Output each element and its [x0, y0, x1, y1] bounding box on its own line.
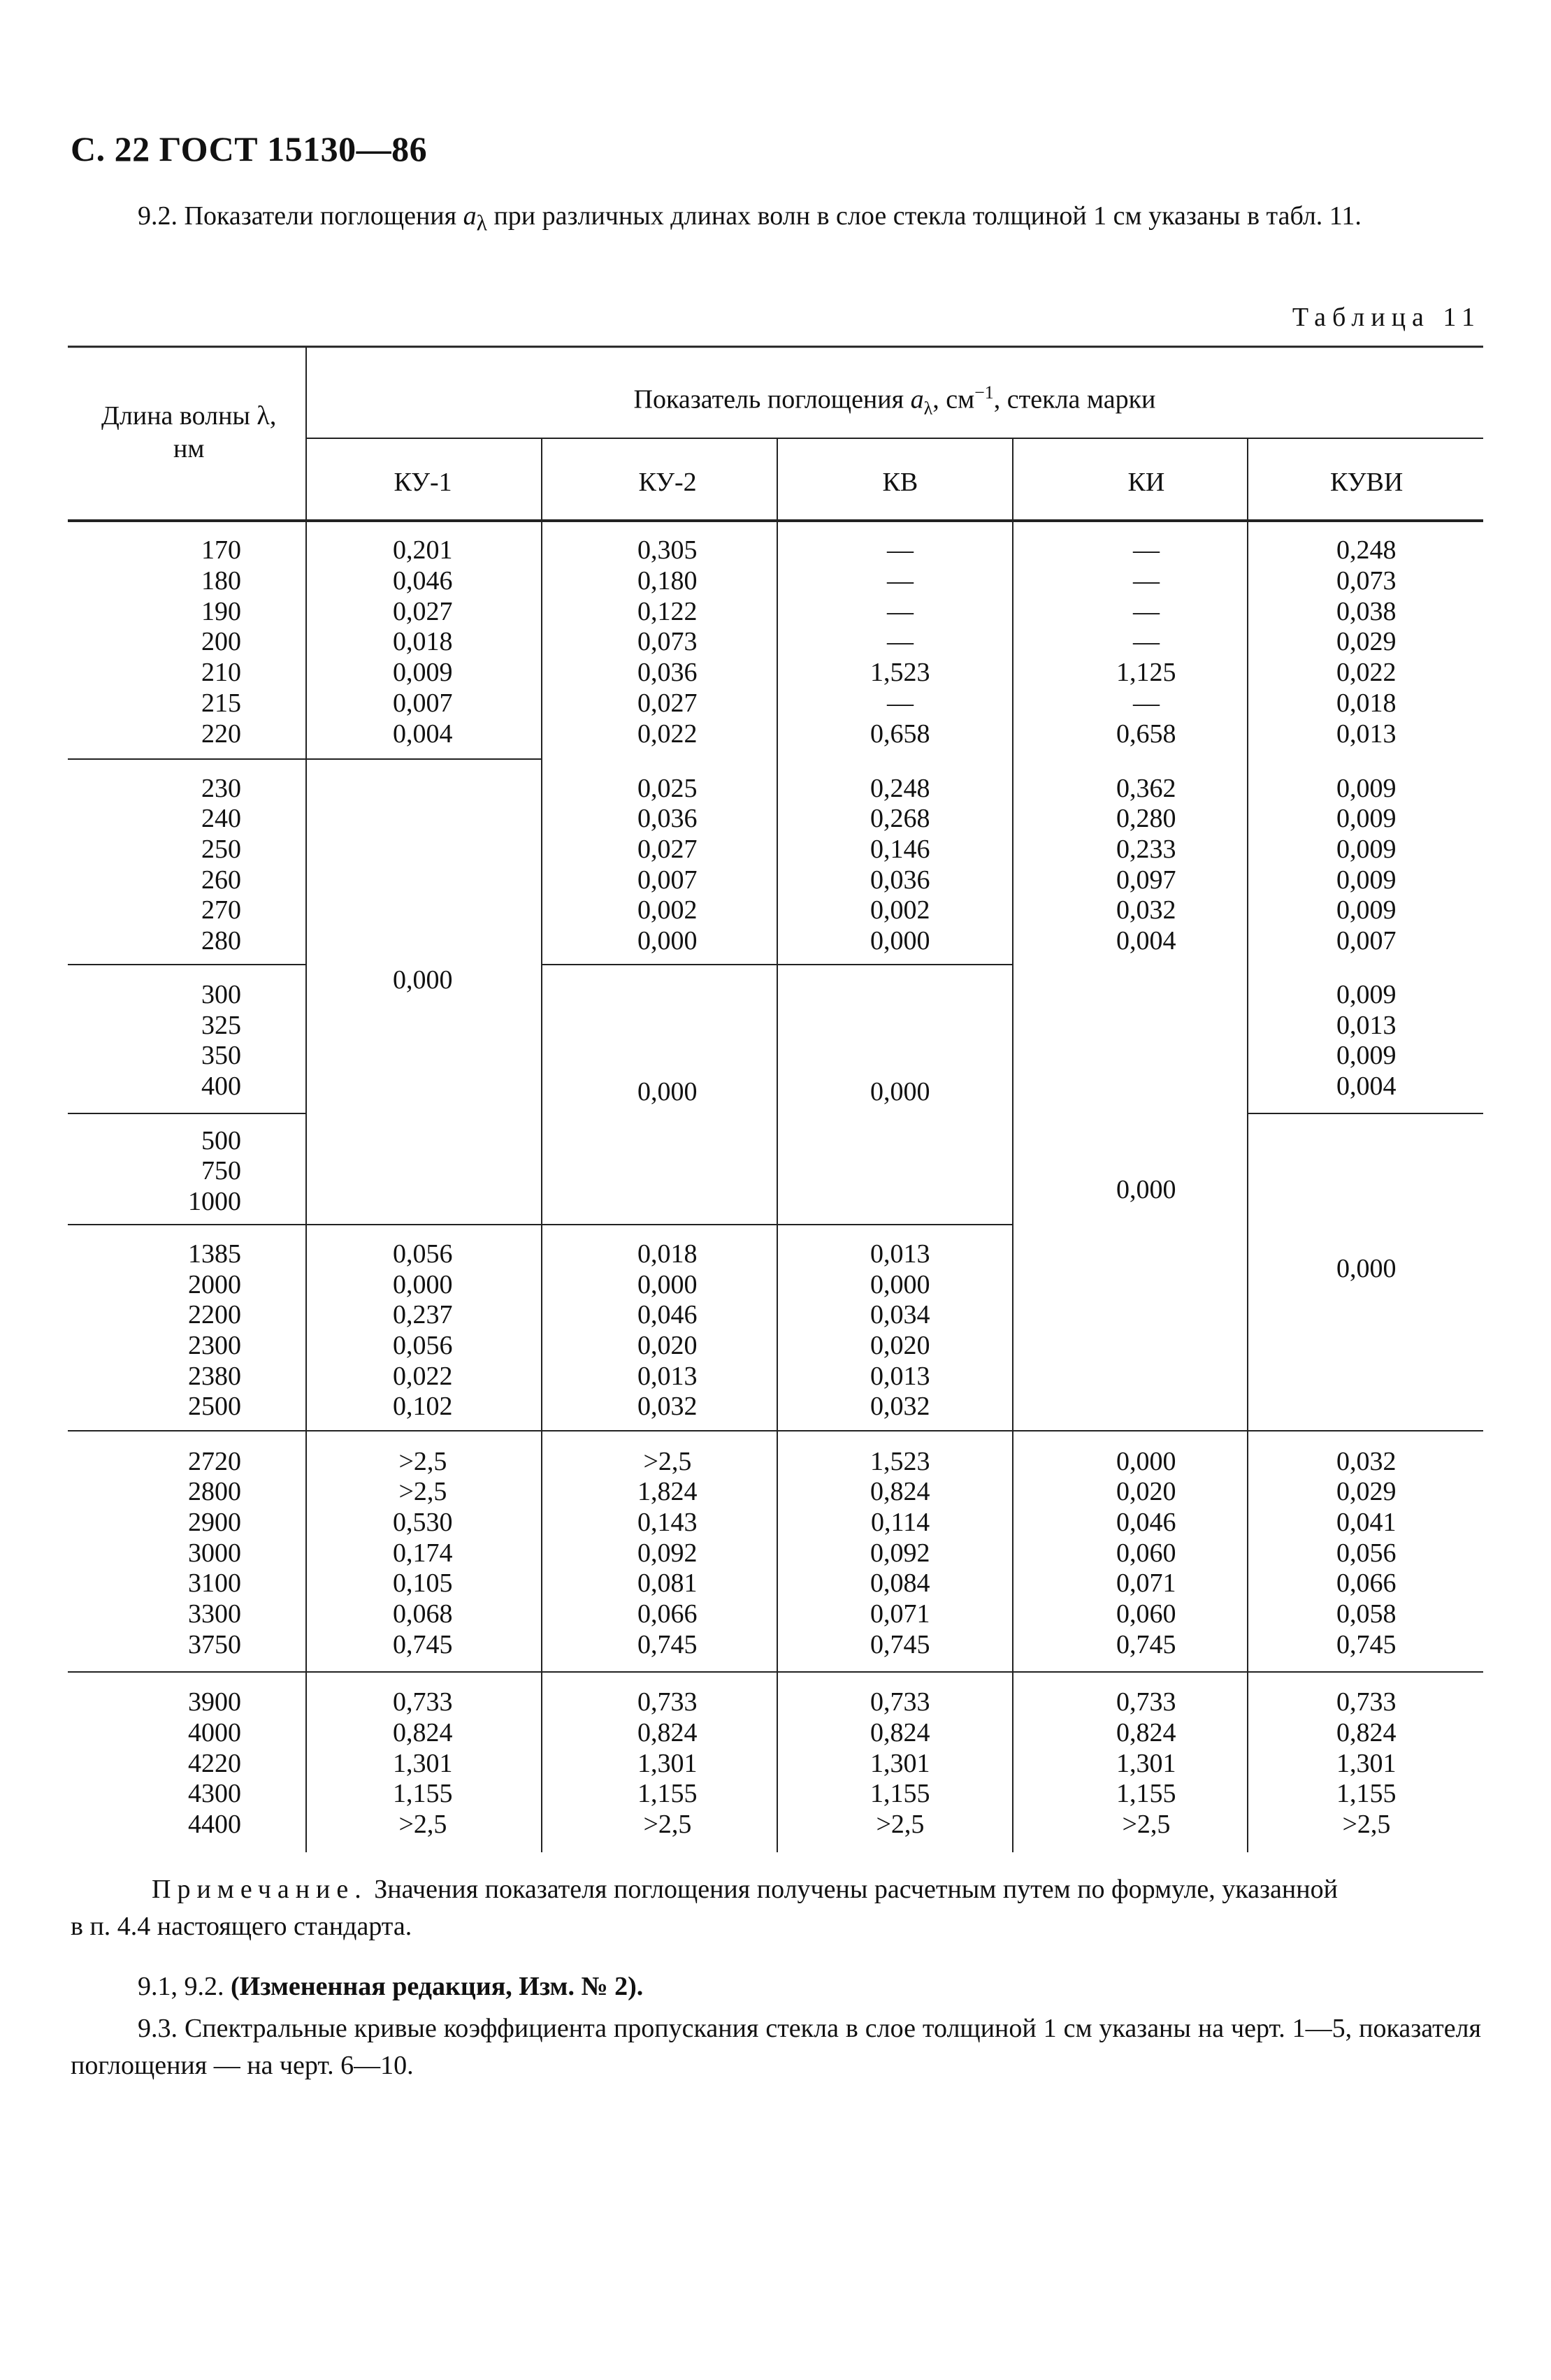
- wavelength-cell: 325: [201, 1011, 241, 1040]
- wavelength-cell: 200: [201, 627, 241, 656]
- kuvi-cell: 0,022: [1336, 658, 1397, 687]
- kuvi-cell: 0,029: [1336, 1477, 1397, 1506]
- amendment-line: [138, 1971, 643, 2002]
- kuvi-cell: 0,038: [1336, 597, 1397, 626]
- ku1-cell: 0,237: [393, 1300, 453, 1329]
- paragraph-9-3: [71, 2010, 1481, 2084]
- kuvi-cell: 0,013: [1336, 1011, 1397, 1040]
- ku1-cell: 0,102: [393, 1392, 453, 1421]
- ku2-cell: 0,027: [637, 835, 698, 864]
- ku1-cell: 0,174: [393, 1538, 453, 1568]
- ku1-cell: 0,068: [393, 1599, 453, 1629]
- kv-cell: 0,000: [870, 1270, 930, 1299]
- table-note: [152, 1871, 1482, 1908]
- ku2-cell: 0,000: [637, 1270, 698, 1299]
- ku1-cell: 0,046: [393, 566, 453, 596]
- ku2-cell: >2,5: [643, 1447, 692, 1476]
- ki-cell: 1,301: [1116, 1749, 1176, 1778]
- ku2-cell: >2,5: [643, 1810, 692, 1839]
- kv-cell: 0,824: [870, 1718, 930, 1747]
- wavelength-cell: 2500: [188, 1392, 241, 1421]
- ku2-cell: 0,007: [637, 865, 698, 895]
- ku1-cell: 0,018: [393, 627, 453, 656]
- kv-cell: 0,092: [870, 1538, 930, 1568]
- kv-cell: >2,5: [876, 1810, 925, 1839]
- wavelength-cell: 240: [201, 804, 241, 833]
- note-text-continued: в п. 4.4 настоящего стандарта.: [71, 1912, 412, 1941]
- ku1-cell: 0,009: [393, 658, 453, 687]
- kv-cell: 0,745: [870, 1630, 930, 1659]
- kv-cell: 0,032: [870, 1392, 930, 1421]
- wavelength-cell: 215: [201, 688, 241, 718]
- kv-cell: 0,733: [870, 1687, 930, 1717]
- ku1-merged-zero: 0,000: [393, 965, 453, 995]
- wavelength-cell: 230: [201, 774, 241, 803]
- ku2-cell: 0,122: [637, 597, 698, 626]
- kuvi-cell: 0,824: [1336, 1718, 1397, 1747]
- header-wavelength-unit: нм: [173, 434, 205, 463]
- kuvi-merged-zero: 0,000: [1336, 1254, 1397, 1283]
- ku2-cell: 0,002: [637, 895, 698, 925]
- kuvi-cell: 0,073: [1336, 566, 1397, 596]
- absorption-symbol: a: [463, 201, 477, 231]
- kv-cell: 1,301: [870, 1749, 930, 1778]
- ku2-cell: 0,022: [637, 719, 698, 749]
- kuvi-cell: 0,009: [1336, 1041, 1397, 1070]
- paragraph-text: Спектральные кривые коэффициента пропускания стекла в слое толщиной 1 см указаны на черт. 1—5, показателя поглощения — на черт. 6—10.: [71, 2014, 1481, 2080]
- ki-cell: 0,020: [1116, 1477, 1176, 1506]
- ki-cell: 0,824: [1116, 1718, 1176, 1747]
- note-text: Значения показателя поглощения получены расчетным путем по формуле, указанной: [367, 1875, 1338, 1904]
- ki-cell: 0,071: [1116, 1568, 1176, 1598]
- ki-cell: 1,155: [1116, 1779, 1176, 1808]
- column-header-3: КВ: [882, 468, 918, 497]
- kv-cell: 0,084: [870, 1568, 930, 1598]
- ku2-cell: 0,013: [637, 1362, 698, 1391]
- wavelength-cell: 3100: [188, 1568, 241, 1598]
- ku2-cell: 1,824: [637, 1477, 698, 1506]
- kv-cell: —: [887, 566, 914, 596]
- kuvi-cell: 0,009: [1336, 774, 1397, 803]
- wavelength-cell: 2720: [188, 1447, 241, 1476]
- wavelength-cell: 3300: [188, 1599, 241, 1629]
- ku2-cell: 0,032: [637, 1392, 698, 1421]
- ku2-cell: 0,092: [637, 1538, 698, 1568]
- wavelength-cell: 170: [201, 535, 241, 565]
- kuvi-cell: 0,058: [1336, 1599, 1397, 1629]
- kv-cell: 0,013: [870, 1239, 930, 1269]
- kuvi-cell: 0,004: [1336, 1072, 1397, 1101]
- ku1-cell: 0,733: [393, 1687, 453, 1717]
- kuvi-cell: >2,5: [1342, 1810, 1391, 1839]
- ku1-cell: 1,301: [393, 1749, 453, 1778]
- ku2-cell: 0,081: [637, 1568, 698, 1598]
- wavelength-cell: 3000: [188, 1538, 241, 1568]
- ku2-cell: 0,745: [637, 1630, 698, 1659]
- wavelength-cell: 250: [201, 835, 241, 864]
- kv-cell: 0,658: [870, 719, 930, 749]
- kv-cell: 0,034: [870, 1300, 930, 1329]
- amendment-text: (Измененная редакция, Изм. № 2).: [231, 1972, 644, 2001]
- wavelength-cell: 350: [201, 1041, 241, 1070]
- ku1-cell: 0,007: [393, 688, 453, 718]
- kuvi-cell: 1,155: [1336, 1779, 1397, 1808]
- ki-merged-zero: 0,000: [1116, 1175, 1176, 1204]
- wavelength-cell: 220: [201, 719, 241, 749]
- ku2-cell: 0,036: [637, 658, 698, 687]
- kv-merged-zero: 0,000: [870, 1077, 930, 1106]
- wavelength-cell: 2800: [188, 1477, 241, 1506]
- kv-cell: —: [887, 688, 914, 718]
- kv-cell: 1,523: [870, 1447, 930, 1476]
- kuvi-cell: 0,009: [1336, 804, 1397, 833]
- wavelength-cell: 500: [201, 1126, 241, 1155]
- ku1-cell: 0,022: [393, 1362, 453, 1391]
- ku2-cell: 0,027: [637, 688, 698, 718]
- wavelength-cell: 180: [201, 566, 241, 596]
- kv-cell: —: [887, 535, 914, 565]
- wavelength-cell: 2900: [188, 1508, 241, 1537]
- ku2-cell: 0,824: [637, 1718, 698, 1747]
- ki-cell: 0,233: [1116, 835, 1176, 864]
- kuvi-cell: 0,248: [1336, 535, 1397, 565]
- wavelength-cell: 4220: [188, 1749, 241, 1778]
- paragraph-number: 9.3.: [138, 2014, 178, 2043]
- kv-cell: 0,146: [870, 835, 930, 864]
- wavelength-cell: 300: [201, 980, 241, 1009]
- kuvi-cell: 1,301: [1336, 1749, 1397, 1778]
- ku1-cell: 1,155: [393, 1779, 453, 1808]
- kv-cell: —: [887, 597, 914, 626]
- wavelength-cell: 3900: [188, 1687, 241, 1717]
- ki-cell: 0,060: [1116, 1538, 1176, 1568]
- kv-cell: 0,002: [870, 895, 930, 925]
- wavelength-cell: 2000: [188, 1270, 241, 1299]
- wavelength-cell: 2200: [188, 1300, 241, 1329]
- ki-cell: 1,125: [1116, 658, 1176, 687]
- kv-cell: 0,824: [870, 1477, 930, 1506]
- kuvi-cell: 0,745: [1336, 1630, 1397, 1659]
- lambda-subscript: λ: [476, 210, 487, 236]
- wavelength-cell: 210: [201, 658, 241, 687]
- header-wavelength: Длина волны λ,: [101, 401, 277, 431]
- note-label: Примечание.: [152, 1875, 368, 1904]
- kuvi-cell: 0,018: [1336, 688, 1397, 718]
- ku2-cell: 0,020: [637, 1331, 698, 1360]
- kuvi-cell: 0,007: [1336, 926, 1397, 955]
- paragraph-9-2: [71, 198, 1481, 242]
- kuvi-cell: 0,009: [1336, 895, 1397, 925]
- ku2-cell: 0,018: [637, 1239, 698, 1269]
- wavelength-cell: 4300: [188, 1779, 241, 1808]
- table-grid: [68, 342, 1483, 1852]
- ki-cell: 0,004: [1116, 926, 1176, 955]
- ku1-cell: >2,5: [398, 1810, 447, 1839]
- ku1-cell: 0,000: [393, 1270, 453, 1299]
- ku2-cell: 0,025: [637, 774, 698, 803]
- kuvi-cell: 0,056: [1336, 1538, 1397, 1568]
- ku1-cell: 0,530: [393, 1508, 453, 1537]
- ki-cell: —: [1133, 566, 1160, 596]
- kuvi-cell: 0,013: [1336, 719, 1397, 749]
- table-caption: Таблица 11: [1292, 303, 1481, 332]
- ku1-cell: 0,056: [393, 1331, 453, 1360]
- ki-cell: —: [1133, 535, 1160, 565]
- kv-cell: 0,114: [871, 1508, 930, 1537]
- ku2-cell: 0,180: [637, 566, 698, 596]
- ku2-merged-zero: 0,000: [637, 1077, 698, 1106]
- kuvi-cell: 0,009: [1336, 835, 1397, 864]
- wavelength-cell: 1385: [188, 1239, 241, 1269]
- column-header-1: КУ-1: [394, 468, 452, 497]
- kv-cell: 0,020: [870, 1331, 930, 1360]
- ki-cell: 0,032: [1116, 895, 1176, 925]
- page-header: С. 22 ГОСТ 15130—86: [71, 129, 428, 168]
- ku2-cell: 0,066: [637, 1599, 698, 1629]
- absorption-table: [68, 342, 1483, 1852]
- kv-cell: 0,248: [870, 774, 930, 803]
- kv-cell: 0,000: [870, 926, 930, 955]
- ku1-cell: 0,745: [393, 1630, 453, 1659]
- header-absorption-group: Показатель поглощения $a_\lambda$, $см^{-1}$, стекла марки: [633, 382, 1156, 419]
- ku1-cell: >2,5: [398, 1477, 447, 1506]
- kuvi-cell: 0,032: [1336, 1447, 1397, 1476]
- wavelength-cell: 4400: [188, 1810, 241, 1839]
- ki-cell: 0,097: [1116, 865, 1176, 895]
- paragraph-number: 9.2.: [138, 201, 178, 231]
- kuvi-cell: 0,733: [1336, 1687, 1397, 1717]
- wavelength-cell: 400: [201, 1072, 241, 1101]
- wavelength-cell: 270: [201, 895, 241, 925]
- kuvi-cell: 0,066: [1336, 1568, 1397, 1598]
- paragraph-text: Показатели поглощения: [184, 201, 463, 231]
- wavelength-cell: 4000: [188, 1718, 241, 1747]
- kuvi-cell: 0,009: [1336, 865, 1397, 895]
- ku2-cell: 0,000: [637, 926, 698, 955]
- ku2-cell: 0,305: [637, 535, 698, 565]
- kv-cell: 0,013: [870, 1362, 930, 1391]
- ki-cell: 0,745: [1116, 1630, 1176, 1659]
- wavelength-cell: 280: [201, 926, 241, 955]
- ku2-cell: 0,046: [637, 1300, 698, 1329]
- ki-cell: —: [1133, 597, 1160, 626]
- kv-cell: 0,036: [870, 865, 930, 895]
- wavelength-cell: 1000: [188, 1187, 241, 1216]
- kuvi-cell: 0,029: [1336, 627, 1397, 656]
- ku2-cell: 0,143: [637, 1508, 698, 1537]
- ki-cell: —: [1133, 627, 1160, 656]
- kv-cell: 1,155: [870, 1779, 930, 1808]
- ki-cell: 0,046: [1116, 1508, 1176, 1537]
- ku1-cell: 0,056: [393, 1239, 453, 1269]
- ku2-cell: 1,301: [637, 1749, 698, 1778]
- ku2-cell: 0,733: [637, 1687, 698, 1717]
- column-header-2: КУ-2: [638, 468, 697, 497]
- kv-cell: 0,268: [870, 804, 930, 833]
- amendment-refs: 9.1, 9.2.: [138, 1972, 231, 2001]
- wavelength-cell: 750: [201, 1156, 241, 1185]
- kuvi-cell: 0,041: [1336, 1508, 1397, 1537]
- ku2-cell: 1,155: [637, 1779, 698, 1808]
- ku2-cell: 0,036: [637, 804, 698, 833]
- ku1-cell: 0,105: [393, 1568, 453, 1598]
- kv-cell: 0,071: [870, 1599, 930, 1629]
- wavelength-cell: 2380: [188, 1362, 241, 1391]
- wavelength-cell: 260: [201, 865, 241, 895]
- column-header-5: КУВИ: [1330, 468, 1404, 497]
- ki-cell: 0,733: [1116, 1687, 1176, 1717]
- ku1-cell: >2,5: [398, 1447, 447, 1476]
- wavelength-cell: 2300: [188, 1331, 241, 1360]
- kuvi-cell: 0,009: [1336, 980, 1397, 1009]
- ku1-cell: 0,004: [393, 719, 453, 749]
- ki-cell: 0,362: [1116, 774, 1176, 803]
- ku1-cell: 0,027: [393, 597, 453, 626]
- ki-cell: >2,5: [1122, 1810, 1171, 1839]
- ki-cell: 0,658: [1116, 719, 1176, 749]
- ku1-cell: 0,201: [393, 535, 453, 565]
- paragraph-text-cont: при различных длинах волн в слое стекла толщиной 1 см указаны в табл. 11.: [486, 201, 1362, 231]
- kv-cell: —: [887, 627, 914, 656]
- ku1-cell: 0,824: [393, 1718, 453, 1747]
- kv-cell: 1,523: [870, 658, 930, 687]
- ku2-cell: 0,073: [637, 627, 698, 656]
- wavelength-cell: 3750: [188, 1630, 241, 1659]
- ki-cell: 0,060: [1116, 1599, 1176, 1629]
- column-header-4: КИ: [1127, 468, 1165, 497]
- ki-cell: 0,280: [1116, 804, 1176, 833]
- wavelength-cell: 190: [201, 597, 241, 626]
- ki-cell: —: [1133, 688, 1160, 718]
- ki-cell: 0,000: [1116, 1447, 1176, 1476]
